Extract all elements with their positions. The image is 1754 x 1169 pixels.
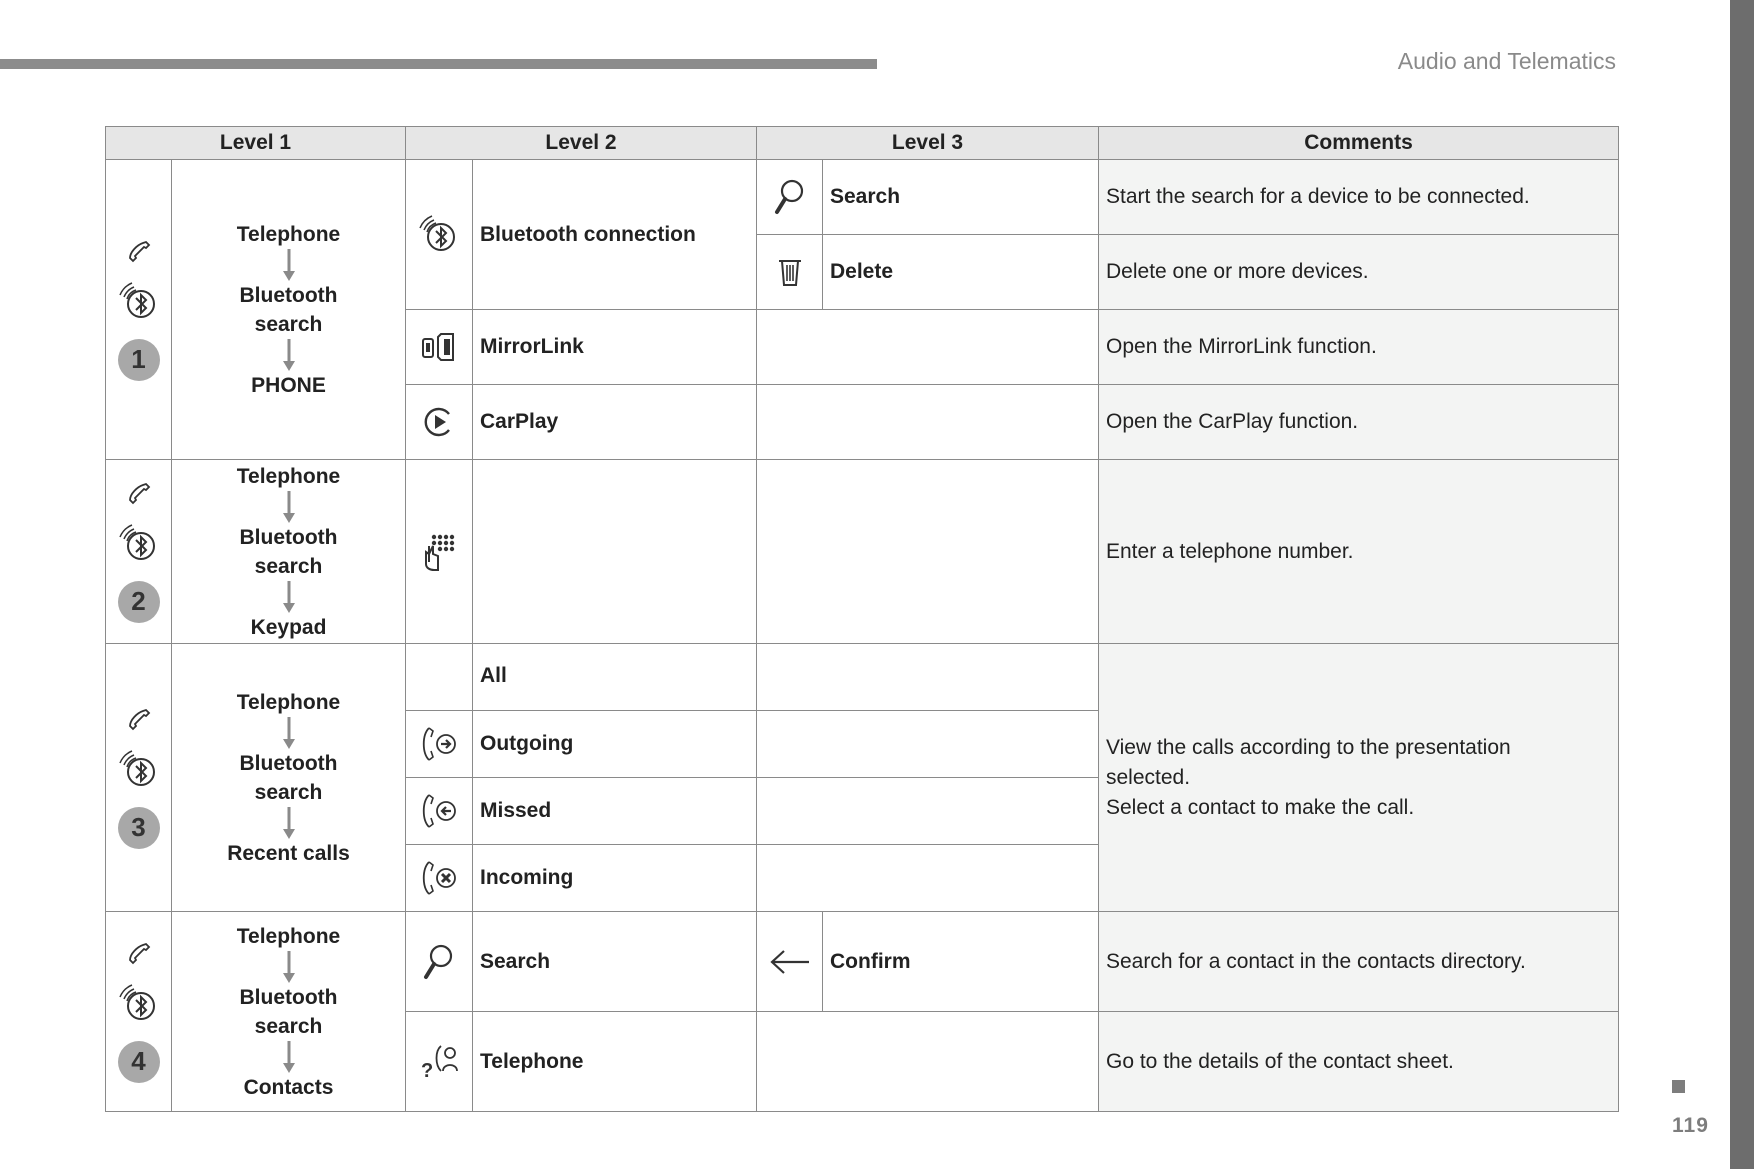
table-row bbox=[106, 644, 1619, 711]
path-step: Bluetooth search bbox=[239, 283, 338, 336]
empty-cell bbox=[757, 644, 1099, 711]
bluetooth-icon bbox=[118, 523, 160, 565]
phone-icon bbox=[126, 941, 152, 967]
carplay-icon-cell bbox=[406, 385, 473, 460]
level-badge: 2 bbox=[118, 581, 160, 623]
bluetooth-icon bbox=[118, 281, 160, 323]
down-arrow-icon bbox=[282, 951, 296, 983]
phone-icon bbox=[126, 239, 152, 265]
level2-label[interactable]: Outgoing bbox=[473, 711, 757, 778]
empty-icon-cell bbox=[406, 644, 473, 711]
comment-text: Enter a telephone number. bbox=[1099, 460, 1619, 644]
level2-label[interactable]: Bluetooth connection bbox=[473, 160, 757, 310]
search-icon bbox=[774, 178, 806, 216]
header-level3: Level 3 bbox=[757, 127, 1099, 160]
keypad-icon bbox=[422, 532, 456, 572]
path-step: Bluetooth search bbox=[239, 985, 338, 1038]
path-step: Contacts bbox=[243, 1075, 334, 1099]
search-icon-cell bbox=[406, 912, 473, 1012]
incoming-icon-cell bbox=[406, 845, 473, 912]
search-icon bbox=[423, 943, 455, 981]
comment-text: Delete one or more devices. bbox=[1099, 235, 1619, 310]
chapter-title: Audio and Telematics bbox=[1397, 48, 1616, 74]
phone-icon bbox=[126, 707, 152, 733]
path-step: Recent calls bbox=[227, 841, 350, 865]
table-row bbox=[106, 460, 1619, 644]
empty-cell bbox=[757, 310, 1099, 385]
menu-path bbox=[172, 460, 406, 644]
mirrorlink-icon bbox=[421, 331, 457, 363]
missed-icon-cell bbox=[406, 778, 473, 845]
table-row bbox=[106, 160, 1619, 235]
trash-icon-cell bbox=[757, 235, 823, 310]
comment-text: Go to the details of the contact sheet. bbox=[1099, 1012, 1619, 1112]
level3-label[interactable]: Delete bbox=[823, 235, 1099, 310]
level2-label[interactable]: Missed bbox=[473, 778, 757, 845]
comment-text: Search for a contact in the contacts directory. bbox=[1099, 912, 1619, 1012]
table-header-row bbox=[106, 127, 1619, 160]
level3-label[interactable]: Confirm bbox=[823, 912, 1099, 1012]
path-step: Telephone bbox=[236, 464, 341, 488]
comment-text: Open the MirrorLink function. bbox=[1099, 310, 1619, 385]
menu-path bbox=[172, 160, 406, 460]
level2-label[interactable]: Telephone bbox=[473, 1012, 757, 1112]
bluetooth-connection-icon-cell bbox=[406, 160, 473, 310]
path-step: PHONE bbox=[251, 373, 326, 397]
keypad-icon-cell[interactable] bbox=[406, 460, 473, 644]
level-badge: 4 bbox=[118, 1041, 160, 1083]
table-row bbox=[106, 912, 1619, 1012]
header-comments: Comments bbox=[1099, 127, 1619, 160]
empty-cell bbox=[757, 1012, 1099, 1112]
outgoing-icon-cell bbox=[406, 711, 473, 778]
missed-call-icon bbox=[420, 792, 458, 830]
page-number: 119 bbox=[1672, 1114, 1709, 1137]
path-step: Telephone bbox=[236, 690, 341, 714]
outgoing-call-icon bbox=[420, 725, 458, 763]
empty-cell bbox=[757, 778, 1099, 845]
level2-label[interactable]: Search bbox=[473, 912, 757, 1012]
level3-label[interactable]: Search bbox=[823, 160, 1099, 235]
comment-text: Start the search for a device to be connected. bbox=[1099, 160, 1619, 235]
level1-icons bbox=[106, 160, 172, 460]
level-badge: 1 bbox=[118, 339, 160, 381]
page-edge-bar bbox=[1730, 0, 1754, 1169]
empty-cell bbox=[757, 460, 1099, 644]
level-badge: 3 bbox=[118, 807, 160, 849]
path-step: Keypad bbox=[250, 615, 327, 639]
comment-line: View the calls according to the presentation selected. bbox=[1106, 735, 1511, 789]
search-icon-cell bbox=[757, 160, 823, 235]
header-level1: Level 1 bbox=[106, 127, 406, 160]
empty-cell bbox=[757, 845, 1099, 912]
level2-label[interactable]: Incoming bbox=[473, 845, 757, 912]
carplay-icon bbox=[422, 405, 456, 439]
bluetooth-icon bbox=[418, 214, 460, 256]
path-step: Telephone bbox=[236, 924, 341, 948]
path-step: Bluetooth search bbox=[239, 525, 338, 578]
down-arrow-icon bbox=[282, 491, 296, 523]
header-rule bbox=[0, 59, 877, 69]
down-arrow-icon bbox=[282, 581, 296, 613]
comment-text: Open the CarPlay function. bbox=[1099, 385, 1619, 460]
bluetooth-icon bbox=[118, 983, 160, 1025]
down-arrow-icon bbox=[282, 717, 296, 749]
comment-text bbox=[1099, 644, 1619, 912]
down-arrow-icon bbox=[282, 249, 296, 281]
menu-path bbox=[172, 644, 406, 912]
trash-icon bbox=[777, 257, 803, 287]
back-arrow-icon bbox=[769, 947, 811, 977]
back-arrow-icon-cell bbox=[757, 912, 823, 1012]
level2-label[interactable]: CarPlay bbox=[473, 385, 757, 460]
level1-icons bbox=[106, 460, 172, 644]
empty-cell bbox=[757, 711, 1099, 778]
mirrorlink-icon-cell bbox=[406, 310, 473, 385]
contact-telephone-icon bbox=[419, 1043, 459, 1081]
header-level2: Level 2 bbox=[406, 127, 757, 160]
level2-label[interactable]: MirrorLink bbox=[473, 310, 757, 385]
menu-table bbox=[105, 126, 1619, 1112]
page-marker bbox=[1672, 1080, 1685, 1093]
down-arrow-icon bbox=[282, 807, 296, 839]
down-arrow-icon bbox=[282, 1041, 296, 1073]
bluetooth-icon bbox=[118, 749, 160, 791]
menu-path bbox=[172, 912, 406, 1112]
level2-label bbox=[473, 460, 757, 644]
incoming-call-icon bbox=[420, 859, 458, 897]
svg-text:?: ? bbox=[421, 1059, 434, 1081]
level2-label[interactable]: All bbox=[473, 644, 757, 711]
level1-icons bbox=[106, 644, 172, 912]
empty-cell bbox=[757, 385, 1099, 460]
level1-icons bbox=[106, 912, 172, 1112]
contact-telephone-icon-cell bbox=[406, 1012, 473, 1112]
path-step: Telephone bbox=[236, 222, 341, 246]
path-step: Bluetooth search bbox=[239, 751, 338, 804]
phone-icon bbox=[126, 481, 152, 507]
down-arrow-icon bbox=[282, 339, 296, 371]
comment-line: Select a contact to make the call. bbox=[1106, 795, 1415, 819]
